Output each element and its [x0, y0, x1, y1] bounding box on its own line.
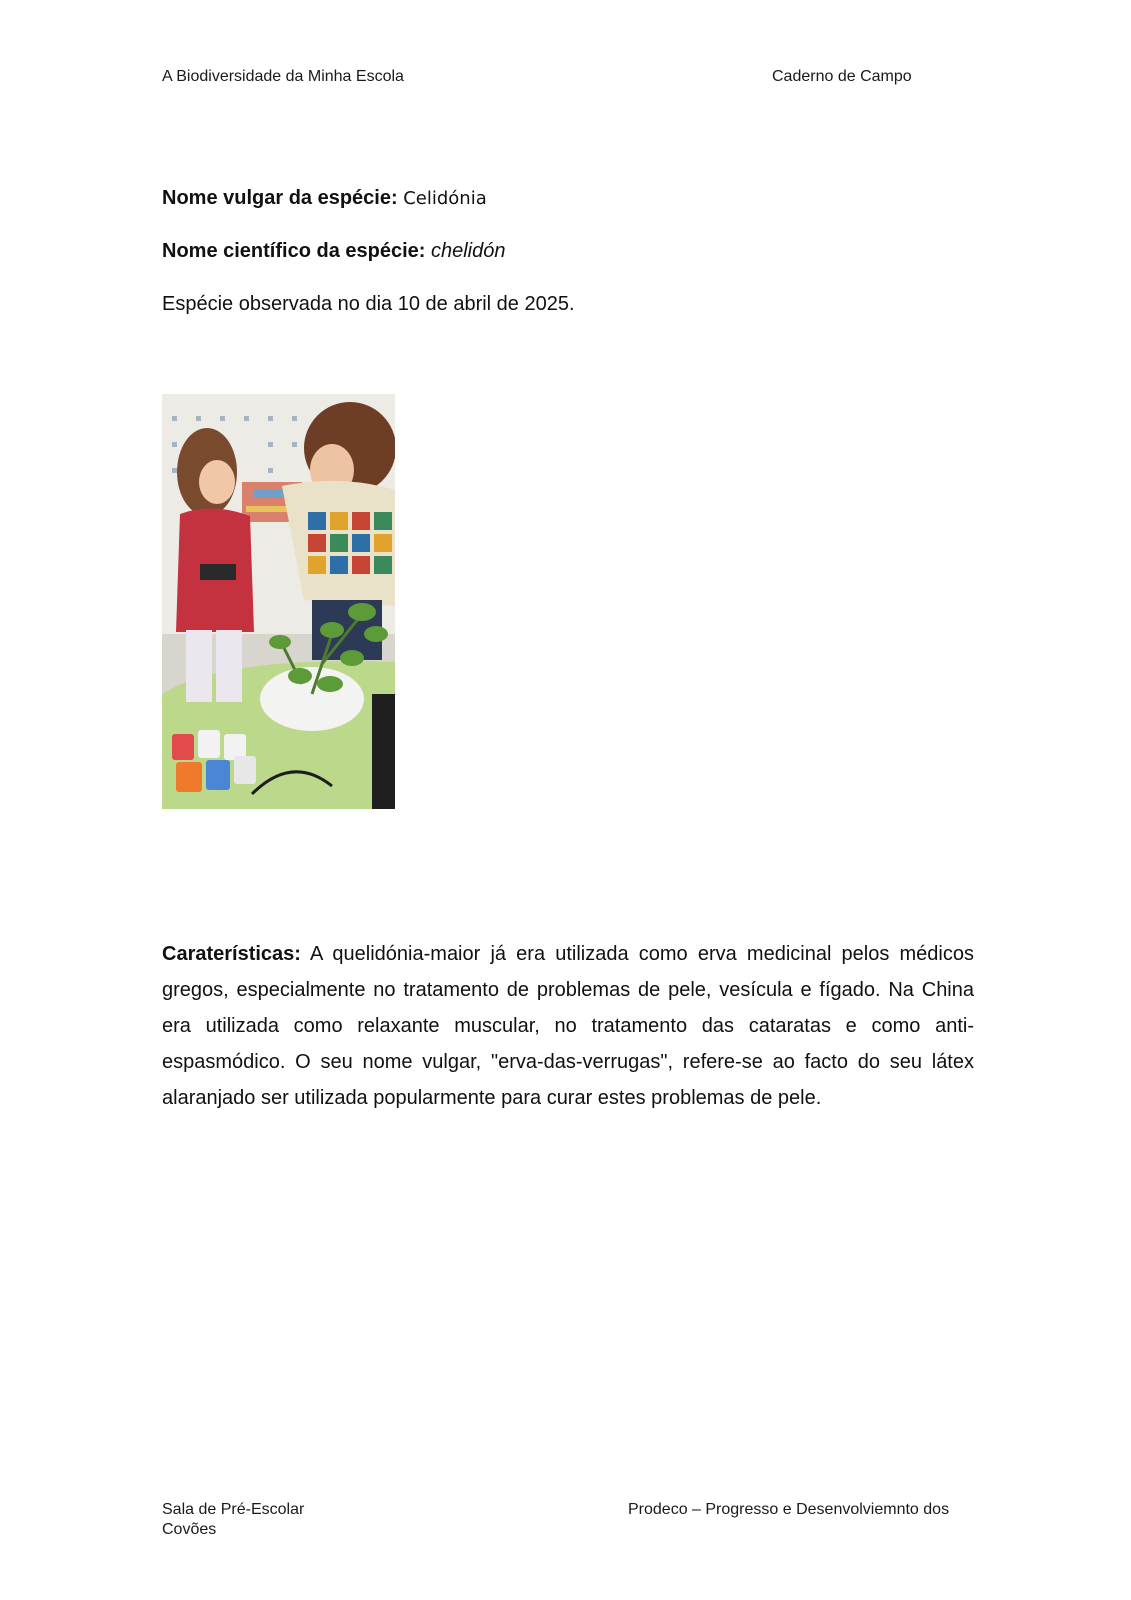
species-photo	[162, 394, 395, 809]
common-name-label: Nome vulgar da espécie:	[162, 187, 398, 209]
scientific-name-value: chelidón	[430, 240, 506, 262]
characteristics-paragraph	[162, 936, 974, 1116]
characteristics-text: A quelidónia-maior já era utilizada como erva medicinal pelos médicos gregos, especialmente no tratamento de problemas de pele, vesícula e fígado. Na China era utilizada como relaxante muscular, no tratamento das cataratas e como anti-espasmódico. O seu nome vulgar, "erva-das-verrugas", refere-se ao facto do seu látex alaranjado ser utilizada popularmente para curar estes problemas de pele.	[162, 943, 974, 1109]
scientific-name-field	[162, 238, 506, 264]
characteristics-label: Caraterísticas:	[162, 943, 301, 965]
scientific-name-label: Nome científico da espécie:	[162, 240, 426, 262]
header-project-title: A Biodiversidade da Minha Escola	[162, 68, 404, 85]
header-notebook-title: Caderno de Campo	[772, 68, 912, 85]
common-name-value: Celidónia	[403, 188, 487, 209]
footer-school-line1: Sala de Pré-Escolar	[162, 1501, 305, 1518]
footer-school-line2: Covões	[162, 1521, 217, 1538]
footer-organization: Prodeco – Progresso e Desenvolviemnto dos	[628, 1501, 950, 1518]
common-name-field	[162, 185, 487, 212]
photo-children-with-plant-icon	[162, 394, 395, 809]
footer-school	[162, 1500, 304, 1540]
observation-date: Espécie observada no dia 10 de abril de 2025.	[162, 293, 575, 315]
